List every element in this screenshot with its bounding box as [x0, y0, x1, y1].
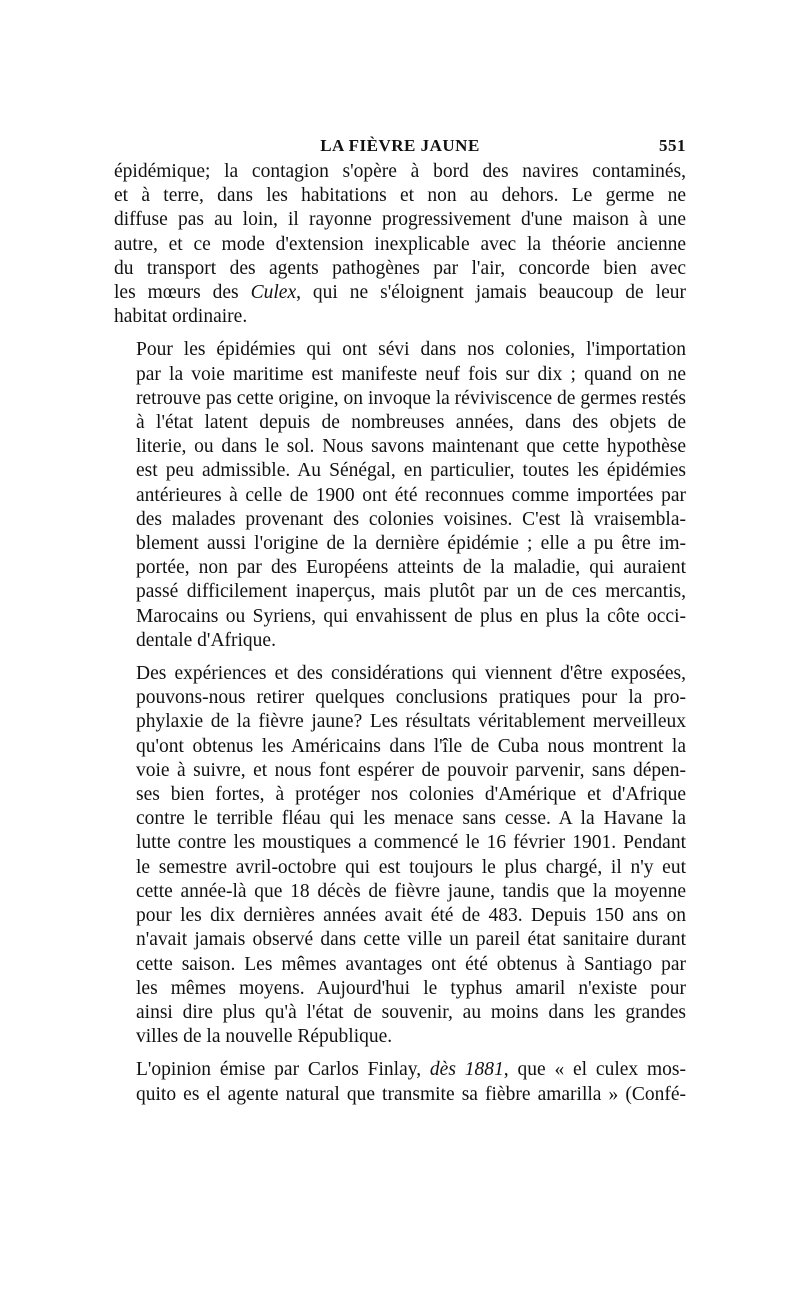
text-line: voie à suivre, et nous font espérer de pouvoir parvenir, sans dépen- [136, 759, 686, 781]
text-line: du transport des agents pathogènes par l'air, concorde bien avec [114, 257, 686, 279]
text-line: quito es el agente natural que transmite sa fièbre amarilla » (Confé- [136, 1083, 686, 1105]
paragraph-2 [114, 338, 686, 653]
text-line: contre le terrible fléau qui les menace sans cesse. A la Havane la [136, 808, 686, 830]
text-line: le semestre avril-octobre qui est toujours le plus chargé, il n'y eut [136, 856, 686, 878]
text-line: passé difficilement inaperçus, mais plutôt par un de ces mercantis, [136, 581, 686, 603]
text-line: retrouve pas cette origine, on invoque la réviviscence de germes restés [136, 387, 686, 409]
paragraph-4 [114, 1058, 686, 1106]
paragraph-1 [114, 160, 686, 329]
text-line: literie, ou dans le sol. Nous savons maintenant que cette hypothèse [136, 436, 686, 458]
page-number: 551 [659, 136, 686, 155]
text-line: est peu admissible. Au Sénégal, en particulier, toutes les épidémies [136, 460, 686, 482]
text-line: pouvons-nous retirer quelques conclusions pratiques pour la pro- [136, 687, 686, 709]
text-line: Marocains ou Syriens, qui envahissent de plus en plus la côte occi- [136, 605, 686, 627]
text-line: L'opinion émise par Carlos Finlay, dès 1881, que « el culex mos- [136, 1059, 686, 1081]
text-line: cette année-là que 18 décès de fièvre jaune, tandis que la moyenne [136, 880, 686, 902]
text-line: Pour les épidémies qui ont sévi dans nos colonies, l'importation [136, 339, 686, 361]
text-line: habitat ordinaire. [114, 306, 248, 328]
text-line: ses bien fortes, à protéger nos colonies d'Amérique et d'Afrique [136, 784, 686, 806]
text-line: les mœurs des Culex, qui ne s'éloignent jamais beaucoup de leur [114, 282, 686, 304]
text-line: portée, non par des Européens atteints de la maladie, qui auraient [136, 557, 686, 579]
text-line: ainsi dire plus qu'à l'état de souvenir, au moins dans les grandes [136, 1001, 686, 1023]
text-line: Des expériences et des considérations qui viennent d'être exposées, [136, 663, 686, 685]
text-line: blement aussi l'origine de la dernière épidémie ; elle a pu être im- [136, 533, 686, 555]
text-line: autre, et ce mode d'extension inexplicable avec la théorie ancienne [114, 233, 686, 255]
text-line: n'avait jamais observé dans cette ville un pareil état sanitaire durant [136, 929, 686, 951]
text-line: phylaxie de la fièvre jaune? Les résultats véritablement merveilleux [136, 711, 686, 733]
text-line: cette saison. Les mêmes avantages ont été obtenus à Santiago par [136, 953, 686, 975]
text-line: des malades provenant des colonies voisines. C'est là vraisembla- [136, 508, 686, 530]
text-line: antérieures à celle de 1900 ont été reconnues comme importées par [136, 484, 686, 506]
text-line: dentale d'Afrique. [136, 629, 276, 651]
text-line: épidémique; la contagion s'opère à bord des navires contaminés, [114, 161, 686, 182]
text-line: par la voie maritime est manifeste neuf fois sur dix ; quand on ne [136, 363, 686, 385]
text-line: à l'état latent depuis de nombreuses années, dans des objets de [136, 412, 686, 434]
text-line: les mêmes moyens. Aujourd'hui le typhus amaril n'existe pour [136, 977, 686, 999]
running-title: LA FIÈVRE JAUNE [320, 136, 480, 155]
text-line: et à terre, dans les habitations et non au dehors. Le germe ne [114, 185, 686, 207]
running-header [114, 130, 686, 160]
text-line: pour les dix dernières années avait été de 483. Depuis 150 ans on [136, 905, 686, 927]
paragraph-3 [114, 662, 686, 1049]
body-text [114, 160, 686, 1107]
text-line: diffuse pas au loin, il rayonne progressivement d'une maison à une [114, 209, 686, 231]
text-line: lutte contre les moustiques a commencé le 16 février 1901. Pendant [136, 832, 686, 854]
text-line: qu'ont obtenus les Américains dans l'île de Cuba nous montrent la [136, 735, 686, 757]
text-line: villes de la nouvelle République. [136, 1026, 393, 1048]
book-page [114, 130, 686, 1107]
